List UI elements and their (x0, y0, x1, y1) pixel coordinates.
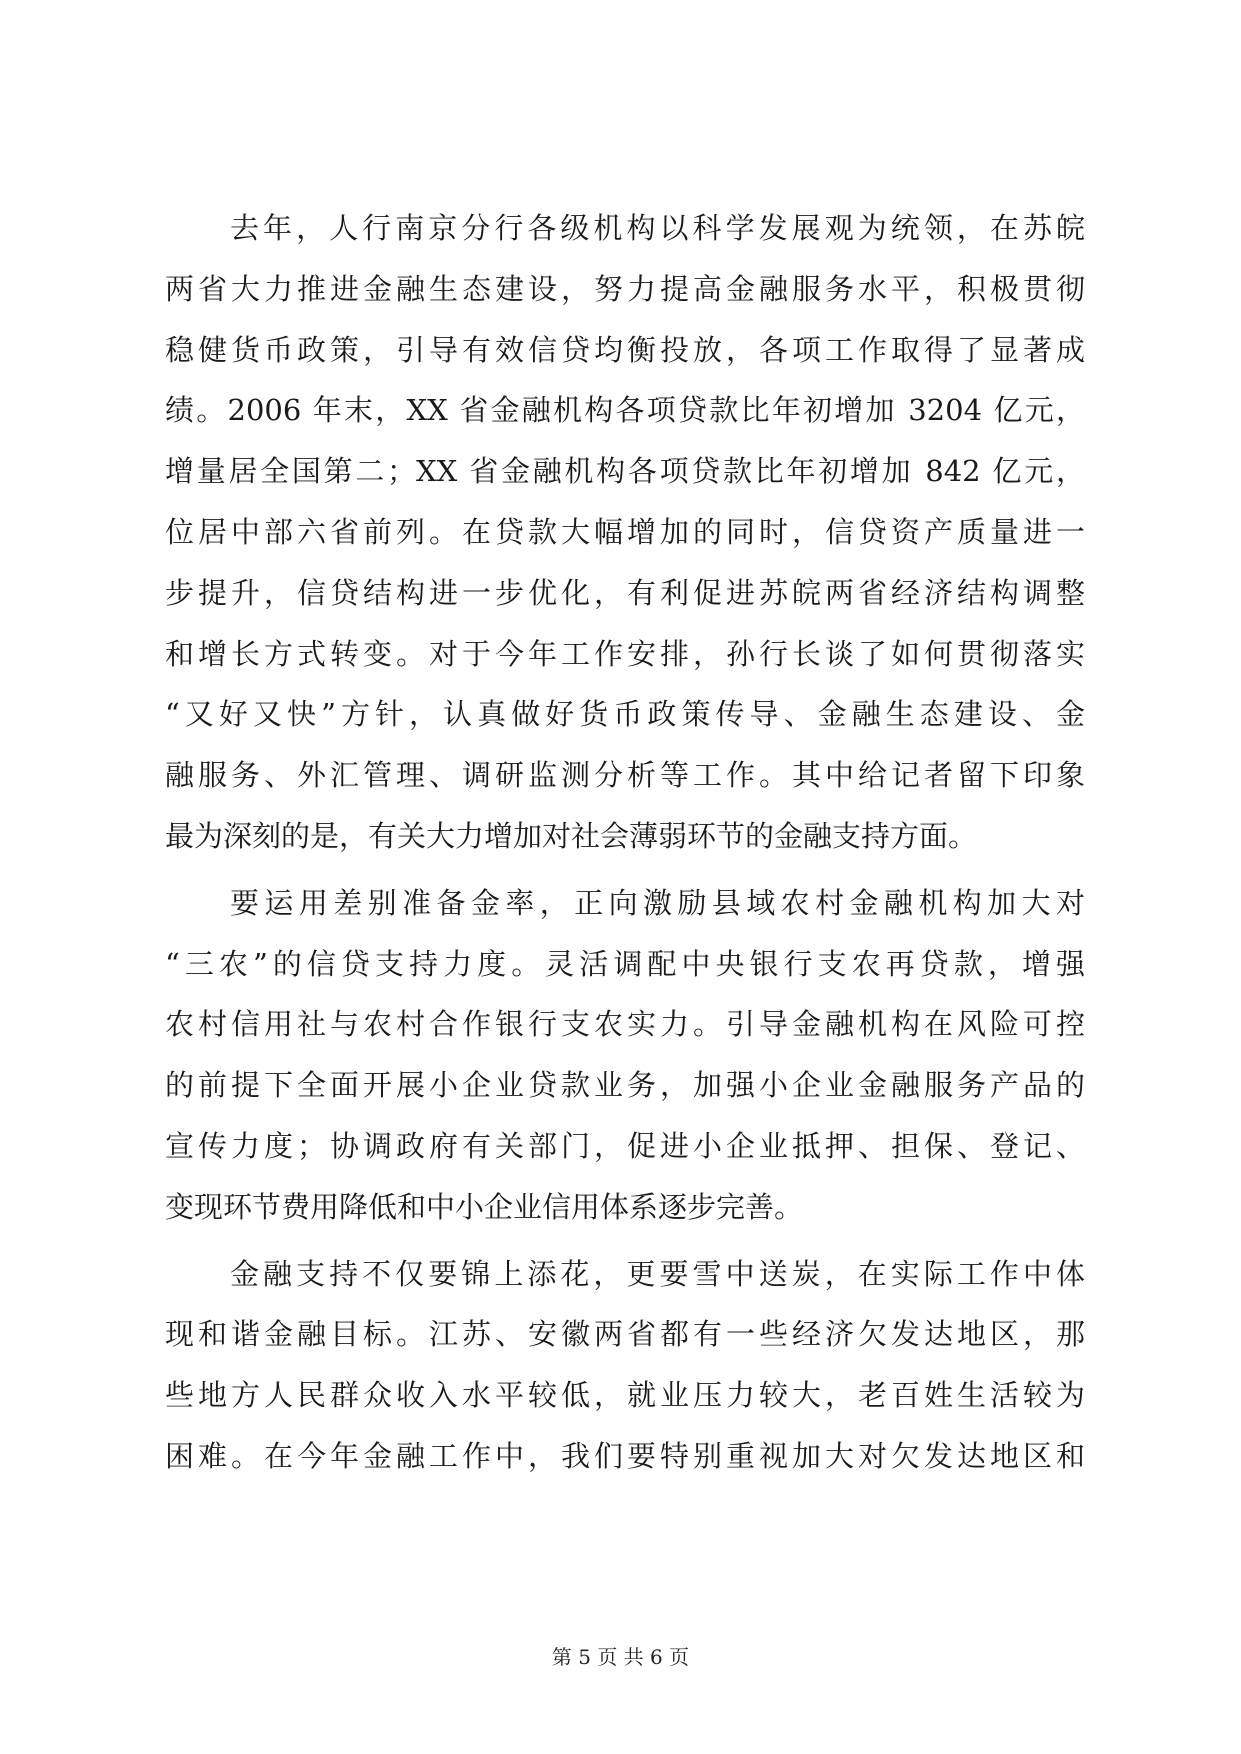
text-line: 的前提下全面开展小企业贷款业务，加强小企业金融服务产品的 (165, 1068, 1085, 1103)
text-line: 步提升，信贷结构进一步优化，有利促进苏皖两省经济结构调整 (165, 575, 1085, 610)
paragraph-2 (165, 873, 1085, 1238)
text-line: 困难。在今年金融工作中，我们要特别重视加大对欠发达地区和 (165, 1438, 1085, 1473)
text-line: 两省大力推进金融生态建设，努力提高金融服务水平，积极贯彻 (165, 271, 1085, 306)
text-line: 去年，人行南京分行各级机构以科学发展观为统领，在苏皖 (230, 211, 1085, 245)
text-line: 和增长方式转变。对于今年工作安排，孙行长谈了如何贯彻落实 (165, 636, 1085, 671)
text-line: 增量居全国第二；XX 省金融机构各项贷款比年初增加 842 亿元， (165, 454, 1085, 489)
page-number-footer: 第 5 页 共 6 页 (551, 1645, 690, 1669)
text-line: 些地方人民群众收入水平较低，就业压力较大，老百姓生活较为 (165, 1378, 1085, 1413)
text-line: 现和谐金融目标。江苏、安徽两省都有一些经济欠发达地区，那 (165, 1317, 1085, 1352)
text-line: 位居中部六省前列。在贷款大幅增加的同时，信贷资产质量进一 (165, 514, 1085, 549)
text-line: 宣传力度；协调政府有关部门，促进小企业抵押、担保、登记、 (165, 1128, 1085, 1163)
text-line: 绩。2006 年末，XX 省金融机构各项贷款比年初增加 3204 亿元， (165, 393, 1085, 428)
text-line: “又好又快”方针，认真做好货币政策传导、金融生态建设、金 (165, 697, 1085, 732)
text-line: 要运用差别准备金率，正向激励县域农村金融机构加大对 (230, 885, 1085, 920)
text-line: 变现环节费用降低和中小企业信用体系逐步完善。 (165, 1189, 804, 1224)
text-line: 稳健货币政策，引导有效信贷均衡投放，各项工作取得了显著成 (165, 332, 1085, 367)
text-line: 农村信用社与农村合作银行支农实力。引导金融机构在风险可控 (165, 1007, 1085, 1042)
paragraph-3 (165, 1244, 1085, 1487)
text-line: 融服务、外汇管理、调研监测分析等工作。其中给记者留下印象 (165, 758, 1085, 793)
document-body (165, 198, 1085, 1487)
text-line: “三农”的信贷支持力度。灵活调配中央银行支农再贷款，增强 (165, 946, 1085, 981)
paragraph-1 (165, 198, 1085, 867)
text-line: 最为深刻的是，有关大力增加对社会薄弱环节的金融支持方面。 (165, 818, 978, 853)
text-line: 金融支持不仅要锦上添花，更要雪中送炭，在实际工作中体 (230, 1256, 1085, 1291)
